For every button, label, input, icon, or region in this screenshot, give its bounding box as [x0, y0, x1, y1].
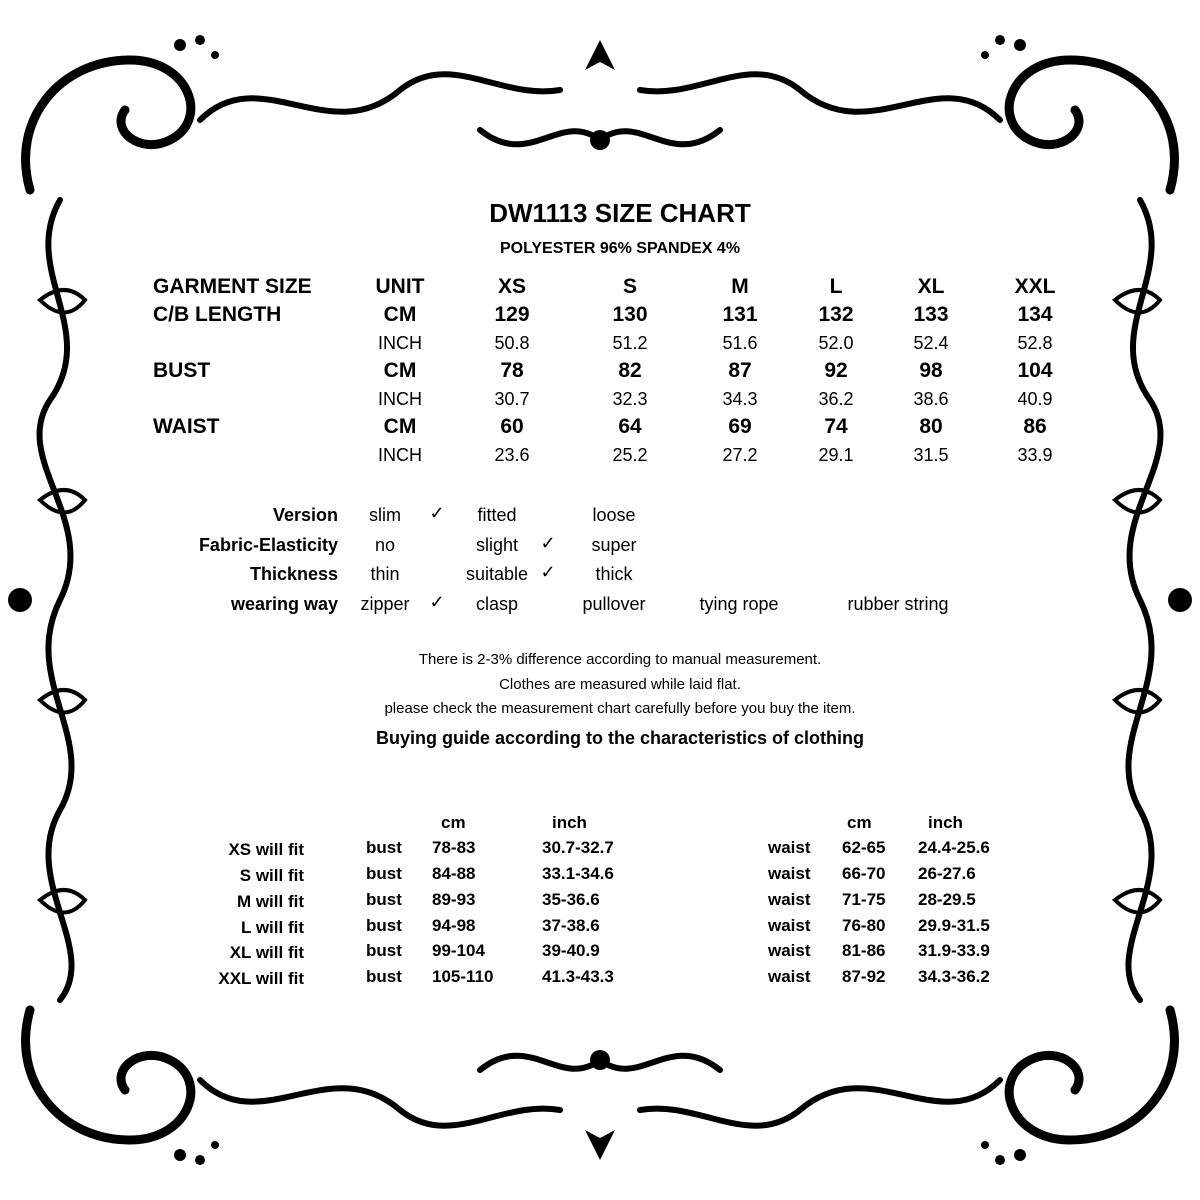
table-cell: 38.6 [913, 389, 949, 409]
table-row [0, 303, 1200, 331]
fit-cm: 84-88 [432, 864, 476, 883]
row-unit-inch: INCH [378, 389, 422, 409]
option-no: no [374, 535, 396, 555]
fit-inch: 39-40.9 [542, 941, 600, 960]
fit-inch: 29.9-31.5 [918, 916, 990, 935]
header-size-m: M [731, 275, 749, 298]
header-garment-size: GARMENT SIZE [153, 275, 312, 298]
table-cell: 80 [919, 415, 943, 438]
row-label: C/B LENGTH [153, 303, 282, 326]
header-cm: cm [441, 813, 466, 832]
option-super: super [591, 535, 637, 555]
table-cell: 52.0 [818, 333, 854, 353]
fit-inch: 28-29.5 [918, 890, 976, 909]
table-cell: 131 [722, 303, 758, 326]
header-size-l: L [829, 275, 843, 298]
fit-cm: 105-110 [432, 967, 494, 986]
fit-measure: waist [768, 838, 811, 857]
row-label: BUST [153, 359, 211, 382]
fit-cm: 71-75 [842, 890, 886, 909]
fit-measure: bust [366, 890, 402, 909]
table-cell: 51.2 [612, 333, 648, 353]
fit-inch: 33.1-34.6 [542, 864, 614, 883]
table-cell: 134 [1017, 303, 1053, 326]
page-subtitle: POLYESTER 96% SPANDEX 4% [499, 240, 741, 257]
table-cell: 31.5 [913, 445, 949, 465]
fit-inch: 30.7-32.7 [542, 838, 614, 857]
fit-measure: waist [768, 967, 811, 986]
option-clasp: clasp [475, 594, 519, 614]
fit-inch: 31.9-33.9 [918, 941, 990, 960]
fit-inch: 34.3-36.2 [918, 967, 990, 986]
option-slight: slight [475, 535, 519, 555]
fit-inch: 24.4-25.6 [918, 838, 990, 857]
note-line: Clothes are measured while laid flat. [499, 676, 741, 693]
table-cell: 92 [824, 359, 848, 382]
fit-size: S will fit [239, 866, 304, 885]
fit-cm: 99-104 [432, 941, 485, 960]
fit-inch: 26-27.6 [918, 864, 976, 883]
table-cell: 36.2 [818, 389, 854, 409]
table-row [0, 389, 1200, 417]
fit-cm: 94-98 [432, 916, 476, 935]
table-cell: 60 [500, 415, 524, 438]
check-icon: ✓ [429, 503, 445, 523]
fit-size: XXL will fit [218, 969, 304, 988]
option-tying-rope: tying rope [699, 594, 779, 614]
row-label: WAIST [153, 415, 220, 438]
fit-cm: 78-83 [432, 838, 476, 857]
option-rubber-string: rubber string [847, 594, 949, 614]
table-cell: 27.2 [722, 445, 758, 465]
table-row [0, 445, 1200, 473]
table-cell: 23.6 [494, 445, 530, 465]
table-cell: 82 [618, 359, 642, 382]
table-cell: 129 [494, 303, 530, 326]
property-label-version: Version [272, 505, 338, 525]
table-cell: 104 [1017, 359, 1053, 382]
table-cell: 52.8 [1017, 333, 1053, 353]
property-label-thickness: Thickness [249, 564, 338, 584]
table-row [0, 415, 1200, 443]
table-cell: 30.7 [494, 389, 530, 409]
table-cell: 69 [728, 415, 752, 438]
table-cell: 78 [500, 359, 524, 382]
option-zipper: zipper [360, 594, 410, 614]
option-pullover: pullover [582, 594, 646, 614]
row-unit-cm: CM [383, 415, 417, 438]
table-cell: 40.9 [1017, 389, 1053, 409]
header-inch-2: inch [928, 813, 963, 832]
fit-measure: waist [768, 864, 811, 883]
fit-inch: 37-38.6 [542, 916, 600, 935]
table-cell: 98 [919, 359, 943, 382]
fit-inch: 41.3-43.3 [542, 967, 614, 986]
check-icon: ✓ [429, 592, 445, 612]
page-title: DW1113 SIZE CHART [489, 198, 751, 228]
table-cell: 87 [728, 359, 752, 382]
fit-size: L will fit [241, 918, 304, 937]
header-size-s: S [622, 275, 638, 298]
table-cell: 34.3 [722, 389, 758, 409]
table-cell: 86 [1023, 415, 1047, 438]
fit-size: M will fit [236, 892, 304, 911]
table-cell: 133 [913, 303, 949, 326]
fit-measure: bust [366, 916, 402, 935]
table-cell: 32.3 [612, 389, 648, 409]
table-cell: 25.2 [612, 445, 648, 465]
check-icon: ✓ [540, 562, 556, 582]
option-suitable: suitable [465, 564, 529, 584]
fit-cm: 81-86 [842, 941, 886, 960]
property-label-elasticity: Fabric-Elasticity [198, 535, 338, 555]
row-unit-cm: CM [383, 303, 417, 326]
fit-measure: waist [768, 890, 811, 909]
fit-measure: bust [366, 941, 402, 960]
header-size-xxl: XXL [1014, 275, 1056, 298]
note-line: please check the measurement chart carefully before you buy the item. [384, 700, 856, 717]
option-loose: loose [592, 505, 636, 525]
table-cell: 29.1 [818, 445, 854, 465]
fit-size: XS will fit [228, 840, 304, 859]
row-unit-inch: INCH [378, 333, 422, 353]
header-size-xl: XL [917, 275, 945, 298]
table-cell: 51.6 [722, 333, 758, 353]
table-row [0, 333, 1200, 361]
table-cell: 50.8 [494, 333, 530, 353]
fit-inch: 35-36.6 [542, 890, 600, 909]
option-thick: thick [595, 564, 633, 584]
fit-measure: bust [366, 864, 402, 883]
row-unit-inch: INCH [378, 445, 422, 465]
fit-cm: 87-92 [842, 967, 886, 986]
buying-guide-title: Buying guide according to the characteristics of clothing [375, 728, 865, 748]
table-cell: 64 [618, 415, 642, 438]
option-slim: slim [369, 505, 401, 525]
fit-cm: 76-80 [842, 916, 886, 935]
fit-cm: 89-93 [432, 890, 476, 909]
table-cell: 74 [824, 415, 848, 438]
fit-measure: waist [768, 941, 811, 960]
header-unit: UNIT [375, 275, 425, 298]
header-cm-2: cm [847, 813, 872, 832]
size-table-header [0, 275, 1200, 303]
fit-cm: 66-70 [842, 864, 886, 883]
table-cell: 33.9 [1017, 445, 1053, 465]
table-cell: 132 [818, 303, 854, 326]
fit-cm: 62-65 [842, 838, 886, 857]
table-cell: 130 [612, 303, 648, 326]
fit-measure: waist [768, 916, 811, 935]
fit-measure: bust [366, 838, 402, 857]
table-row [0, 359, 1200, 387]
option-fitted: fitted [477, 505, 517, 525]
table-cell: 52.4 [913, 333, 949, 353]
fit-measure: bust [366, 967, 402, 986]
fit-size: XL will fit [229, 943, 304, 962]
header-inch: inch [552, 813, 587, 832]
check-icon: ✓ [540, 533, 556, 553]
header-size-xs: XS [497, 275, 527, 298]
note-line: There is 2-3% difference according to manual measurement. [418, 651, 822, 668]
row-unit-cm: CM [383, 359, 417, 382]
option-thin: thin [370, 564, 400, 584]
property-label-wearing-way: wearing way [230, 594, 338, 614]
